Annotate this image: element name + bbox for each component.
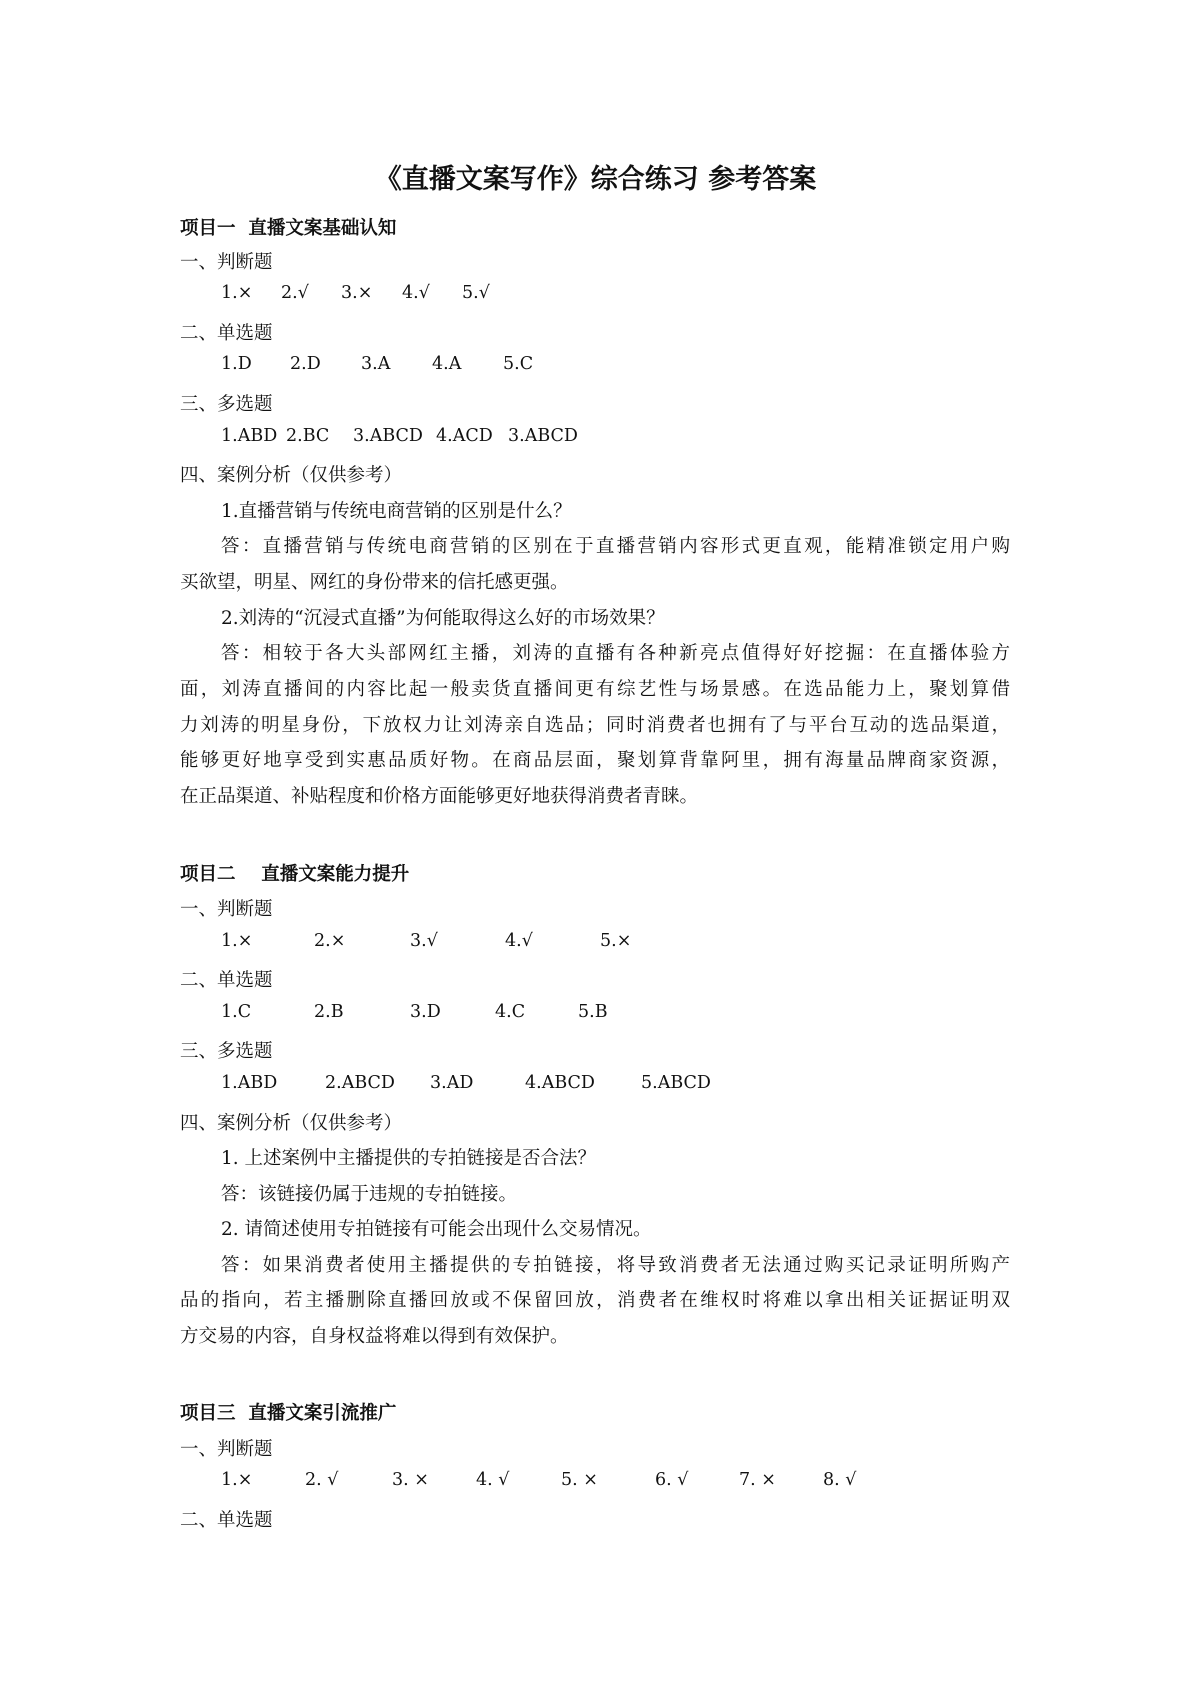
answer-item: 3.A <box>361 354 391 374</box>
judge-label: 一、判断题 <box>180 252 273 273</box>
case-question: 1.直播营销与传统电商营销的区别是什么？ <box>221 501 572 522</box>
answer-item: 5. × <box>561 1470 598 1490</box>
answer-item: 5.B <box>578 1002 608 1022</box>
answer-item: 4.√ <box>505 931 533 951</box>
answer-item: 3.× <box>341 283 373 303</box>
answer-item: 2.BC <box>286 426 330 446</box>
case-answer-line: 品的指向，若主播删除直播回放或不保留回放，消费者在维权时将难以拿出相关证据证明双 <box>180 1290 1010 1311</box>
answer-row-multi <box>0 1073 1191 1103</box>
case-answer-line: 方交易的内容，自身权益将难以得到有效保护。 <box>180 1326 569 1347</box>
answer-item: 1.× <box>221 1470 253 1490</box>
answer-item: 2.D <box>290 354 321 374</box>
answer-item: 1.× <box>221 931 253 951</box>
section-heading-project-1: 项目一 直播文案基础认知 <box>180 218 397 239</box>
multi-choice-label: 三、多选题 <box>180 1041 273 1062</box>
section-heading-project-3: 项目三 直播文案引流推广 <box>180 1403 397 1424</box>
case-answer-line: 答：如果消费者使用主播提供的专拍链接，将导致消费者无法通过购买记录证明所购产 <box>221 1255 1010 1276</box>
multi-choice-label: 三、多选题 <box>180 394 273 415</box>
case-question: 2.刘涛的“沉浸式直播”为何能取得这么好的市场效果？ <box>221 608 665 629</box>
case-question: 2. 请简述使用专拍链接有可能会出现什么交易情况。 <box>221 1219 652 1240</box>
answer-row-single <box>0 1002 1191 1032</box>
single-choice-label: 二、单选题 <box>180 970 273 991</box>
section-heading-project-2: 项目二 直播文案能力提升 <box>180 864 410 885</box>
answer-item: 3.D <box>410 1002 441 1022</box>
answer-item: 3.ABCD <box>508 426 578 446</box>
answer-item: 2.× <box>314 931 346 951</box>
answer-item: 5.√ <box>462 283 490 303</box>
answer-item: 2. √ <box>305 1470 339 1490</box>
case-answer-line: 在正品渠道、补贴程度和价格方面能够更好地获得消费者青睐。 <box>180 786 699 807</box>
case-answer-line: 答：该链接仍属于违规的专拍链接。 <box>221 1184 518 1205</box>
answer-item: 1.D <box>221 354 252 374</box>
answer-item: 1.× <box>221 283 253 303</box>
answer-item: 2.ABCD <box>325 1073 395 1093</box>
document-title: 《直播文案写作》综合练习 参考答案 <box>374 164 817 195</box>
case-analysis-label: 四、案例分析（仅供参考） <box>180 1113 403 1134</box>
answer-item: 5.ABCD <box>641 1073 711 1093</box>
answer-item: 7. × <box>739 1470 776 1490</box>
answer-item: 5.C <box>503 354 534 374</box>
answer-item: 8. √ <box>823 1470 857 1490</box>
answer-row-judge <box>0 1470 1191 1500</box>
answer-row-single <box>0 354 1191 384</box>
case-answer-line: 面，刘涛直播间的内容比起一般卖货直播间更有综艺性与场景感。在选品能力上，聚划算借 <box>180 679 1010 700</box>
answer-row-judge <box>0 931 1191 961</box>
judge-label: 一、判断题 <box>180 899 273 920</box>
answer-item: 3.√ <box>410 931 438 951</box>
answer-item: 4. √ <box>476 1470 510 1490</box>
answer-item: 3.AD <box>430 1073 474 1093</box>
case-answer-line: 答：直播营销与传统电商营销的区别在于直播营销内容形式更直观，能精准锁定用户购 <box>221 536 1010 557</box>
answer-item: 2.√ <box>281 283 309 303</box>
case-question: 1. 上述案例中主播提供的专拍链接是否合法？ <box>221 1148 597 1169</box>
single-choice-label: 二、单选题 <box>180 1510 273 1531</box>
answer-item: 3.ABCD <box>353 426 423 446</box>
case-answer-line: 买欲望，明星、网红的身份带来的信托感更强。 <box>180 572 569 593</box>
case-answer-line: 力刘涛的明星身份，下放权力让刘涛亲自选品；同时消费者也拥有了与平台互动的选品渠道， <box>180 715 1010 736</box>
judge-label: 一、判断题 <box>180 1439 273 1460</box>
answer-item: 1.ABD <box>221 426 278 446</box>
answer-item: 3. × <box>392 1470 429 1490</box>
answer-item: 2.B <box>314 1002 344 1022</box>
single-choice-label: 二、单选题 <box>180 323 273 344</box>
answer-item: 4.ABCD <box>525 1073 595 1093</box>
answer-item: 1.C <box>221 1002 252 1022</box>
answer-item: 4.ACD <box>436 426 493 446</box>
answer-item: 6. √ <box>655 1470 689 1490</box>
answer-item: 4.A <box>432 354 462 374</box>
answer-item: 5.× <box>600 931 632 951</box>
case-answer-line: 答：相较于各大头部网红主播，刘涛的直播有各种新亮点值得好好挖掘：在直播体验方 <box>221 643 1010 664</box>
answer-item: 4.C <box>495 1002 526 1022</box>
case-analysis-label: 四、案例分析（仅供参考） <box>180 465 403 486</box>
answer-item: 1.ABD <box>221 1073 278 1093</box>
answer-row-judge <box>0 283 1191 313</box>
answer-item: 4.√ <box>402 283 430 303</box>
case-answer-line: 能够更好地享受到实惠品质好物。在商品层面，聚划算背靠阿里，拥有海量品牌商家资源， <box>180 750 1010 771</box>
answer-row-multi <box>0 426 1191 456</box>
